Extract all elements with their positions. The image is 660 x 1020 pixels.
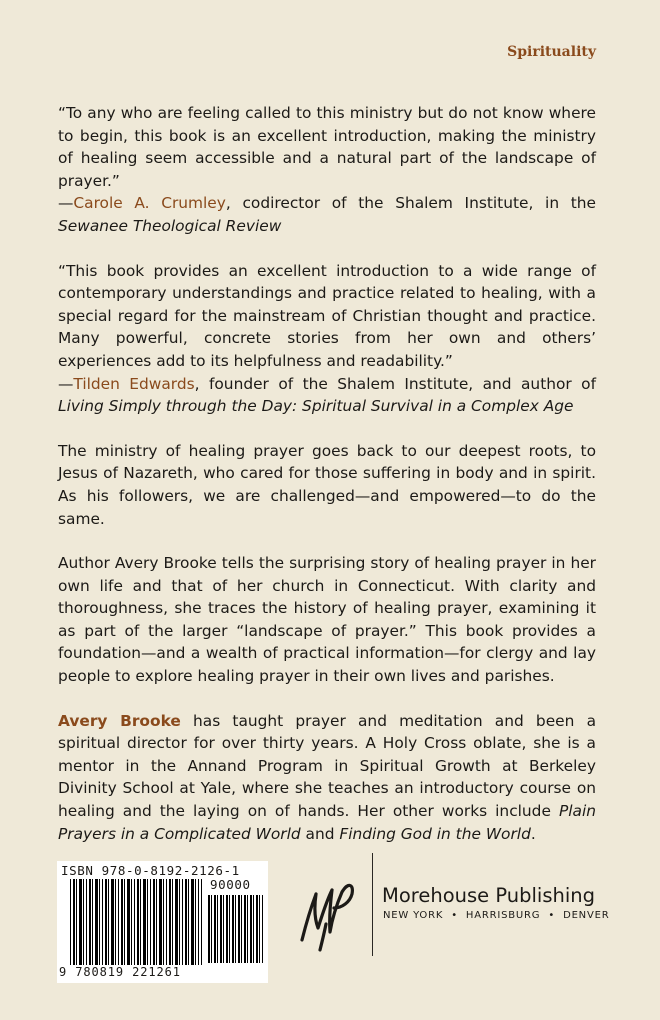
blurb-author: Carole A. Crumley: [73, 194, 226, 213]
blurb-book-title: Living Simply through the Day: Spiritual Survival in a Complex Age: [58, 397, 574, 416]
blurb-quote: “This book provides an excellent introduction to a wide range of contemporary understandings and practice related to healing, with a special regard for the mainstream of Christian thought and practice. Many powerful, concrete stories from her own and others’ experiences add to its helpfulness and readability.”: [58, 261, 596, 370]
blurb-crumley: “To any who are feeling called to this ministry but do not know where to begin, this book is an excellent introduction, making the ministry of healing seem accessible and a natural part of the landscape of prayer.” —Carole A. Crumley, codirector of the Shalem Institute, in the Sewanee Theological Review: [58, 104, 596, 235]
barcode-addon-bars: [208, 895, 263, 963]
publisher-cities: NEW YORK • HARRISBURG • DENVER: [383, 910, 610, 921]
back-cover-copy: [58, 102, 596, 845]
description-paragraph: The ministry of healing prayer goes back to our deepest roots, to Jesus of Nazareth, who cared for those suffering in body and in spirit. As his followers, we are challenged—and empowered—to do the same.: [58, 441, 596, 528]
city: DENVER: [563, 910, 610, 921]
blurb-quote: “To any who are feeling called to this ministry but do not know where to begin, this book is an excellent introduction, making the ministry of healing seem accessible and a natural part of the landscape of prayer.”: [58, 104, 596, 190]
city: HARRISBURG: [465, 910, 541, 921]
isbn-number: ISBN 978-0-8192-2126-1: [61, 863, 240, 878]
blurb-edwards: “This book provides an excellent introduction to a wide range of contemporary understandings and practice related to healing, with a special regard for the mainstream of Christian thought and practice. Many powerful, concrete stories from her own and others’ experiences add to its helpfulness and readability.” —Tilden Edwards, founder of the Shalem Institute, and author of Living Simply through the Day: Spiritual Survival in a Complex Age: [58, 261, 596, 416]
publisher-name: Morehouse Publishing: [382, 884, 596, 907]
publisher-logo-icon: [296, 862, 356, 954]
category-label: Spirituality: [507, 44, 596, 60]
blurb-author: Tilden Edwards: [73, 374, 195, 393]
author-bio: Avery Brooke has taught prayer and meditation and been a spiritual director for over thirty years. A Holy Cross oblate, she is a mentor in the Annand Program in Spiritual Growth at Berkeley Divinity School at Yale, where she teaches an introductory course on healing and the laying on of hands. Her other works include Plain Prayers in a Complicated World and Finding God in the World.: [58, 711, 597, 843]
description-paragraph: Author Avery Brooke tells the surprising story of healing prayer in her own life and that of her church in Connecticut. With clarity and thoroughness, she traces the history of healing prayer, examining it as part of the larger “landscape of prayer.” This book provides a foundation—and a wealth of practical information—for clergy and lay people to explore healing prayer in their own lives and parishes.: [58, 554, 596, 686]
isbn-barcode: [57, 861, 268, 983]
barcode-bars: [70, 879, 202, 965]
logo-divider: [372, 853, 373, 956]
ean-digits: 9 780819 221261: [59, 965, 181, 979]
author-name: Avery Brooke: [58, 711, 181, 730]
blurb-publication: Sewanee Theological Review: [58, 216, 282, 235]
price-code: 90000: [210, 877, 251, 892]
city: NEW YORK: [383, 910, 444, 921]
other-work-title: Finding God in the World: [339, 824, 531, 843]
other-work-title: Plain Prayers in a Complicated World: [58, 802, 596, 843]
